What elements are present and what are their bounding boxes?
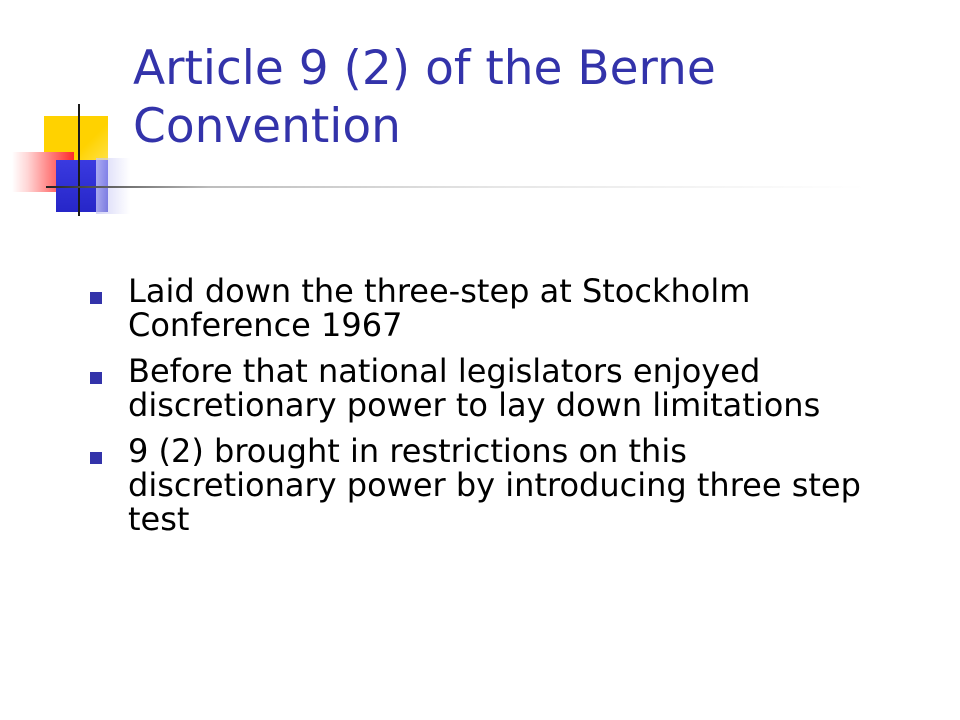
square-bullet-icon bbox=[90, 292, 102, 304]
title-underline bbox=[46, 186, 866, 188]
bullet-list bbox=[90, 274, 890, 548]
bullet-item bbox=[90, 354, 890, 422]
slide-title: Article 9 (2) of the Berne Convention bbox=[133, 41, 716, 154]
bullet-item bbox=[90, 274, 890, 342]
bullet-text: Laid down the three-step at Stockholm Conference 1967 bbox=[128, 272, 751, 344]
square-bullet-icon bbox=[90, 372, 102, 384]
square-bullet-icon bbox=[90, 452, 102, 464]
bullet-item bbox=[90, 434, 890, 536]
bullet-text: 9 (2) brought in restrictions on this discretionary power by introducing three step test bbox=[128, 432, 861, 538]
vertical-rule bbox=[78, 104, 80, 216]
bullet-text: Before that national legislators enjoyed discretionary power to lay down limitations bbox=[128, 352, 821, 424]
